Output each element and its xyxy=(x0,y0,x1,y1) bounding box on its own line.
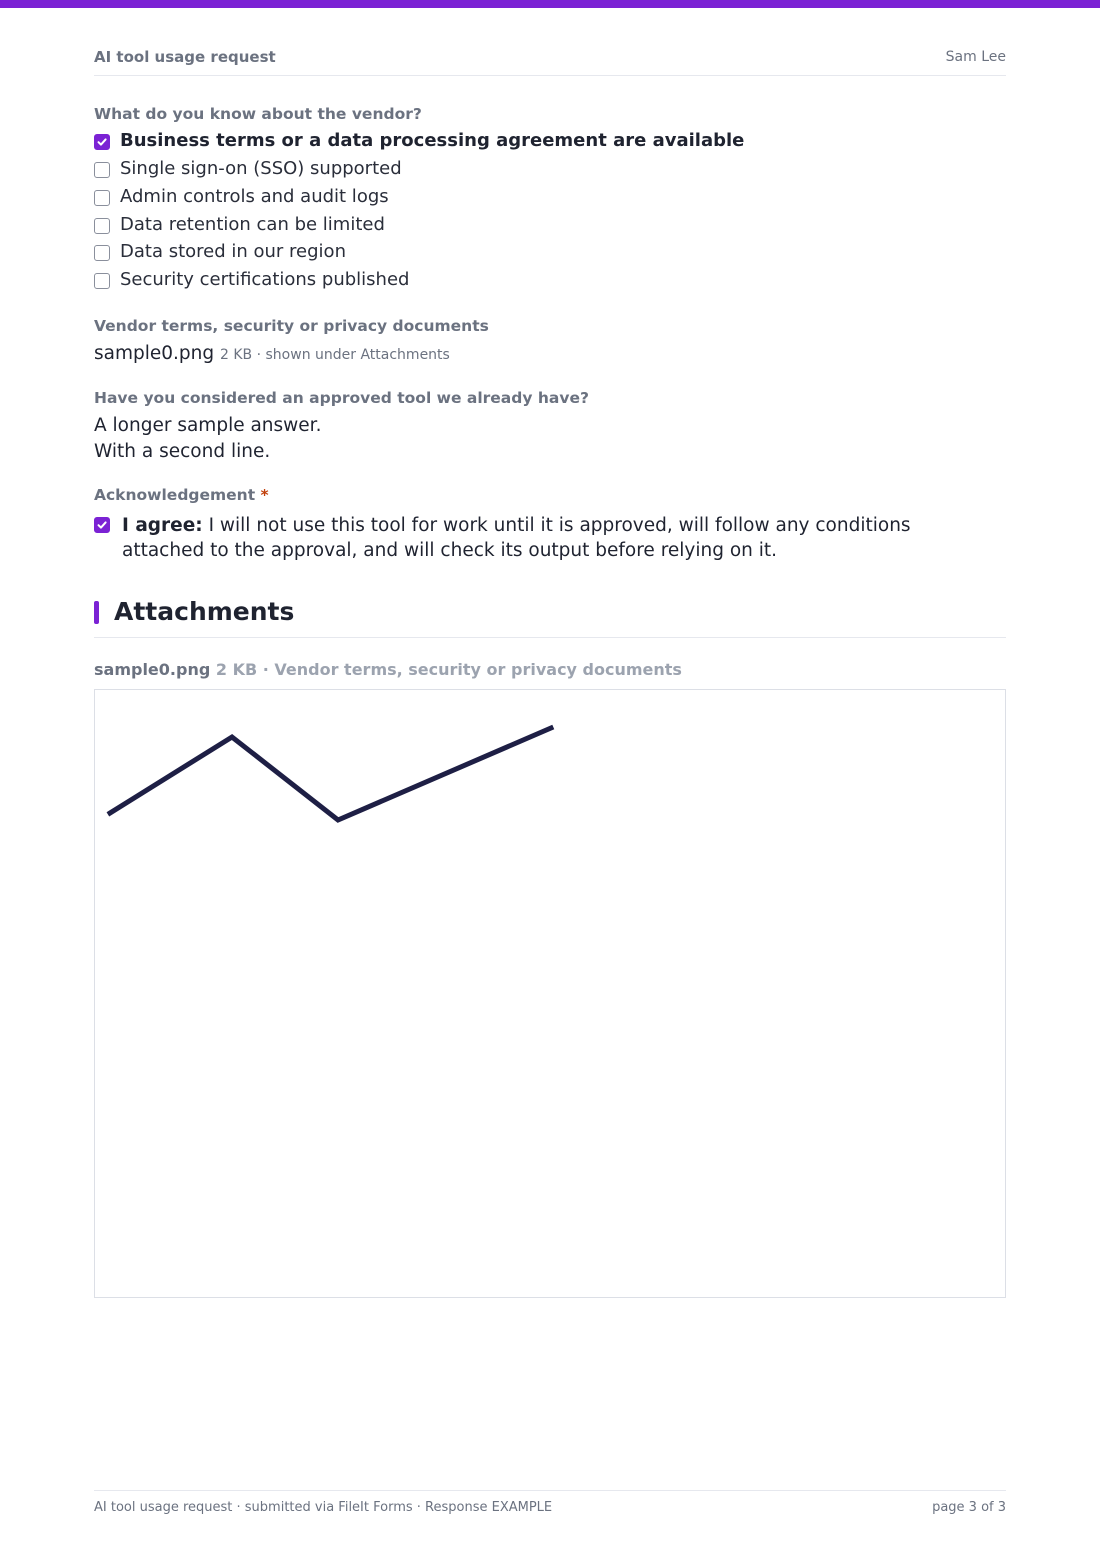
form-title: AI tool usage request xyxy=(94,48,276,66)
file-name[interactable]: sample0.png xyxy=(94,343,215,364)
attachments-section-header xyxy=(94,598,1006,638)
footer-info: AI tool usage request · submitted via FileIt Forms · Response EXAMPLE xyxy=(94,1500,553,1515)
vendor-docs-label: Vendor terms, security or privacy documents xyxy=(94,317,489,335)
acknowledgement-checkbox-checked-icon[interactable] xyxy=(94,517,110,533)
checkbox-icon[interactable] xyxy=(94,245,110,261)
approved-tool-label: Have you considered an approved tool we already have? xyxy=(94,389,589,407)
vendor-option-label: Security certifications published xyxy=(120,269,410,290)
attachment-image-frame xyxy=(94,689,1006,1298)
top-accent-bar xyxy=(0,0,1100,8)
respondent-name: Sam Lee xyxy=(945,49,1006,65)
checkbox-checked-icon[interactable] xyxy=(94,134,110,150)
vendor-option-label: Data stored in our region xyxy=(120,241,346,262)
checkbox-icon[interactable] xyxy=(94,162,110,178)
vendor-docs-file xyxy=(94,343,450,364)
attachments-heading: Attachments xyxy=(114,597,295,626)
sketch-polyline xyxy=(110,728,551,820)
page-header xyxy=(94,48,1006,76)
approved-tool-answer-line: A longer sample answer. xyxy=(94,415,322,436)
acknowledgement-text xyxy=(122,513,982,563)
vendor-question-label: What do you know about the vendor? xyxy=(94,105,422,123)
attachment-caption xyxy=(94,660,682,679)
required-mark: * xyxy=(260,486,269,504)
approved-tool-answer-line: With a second line. xyxy=(94,441,271,462)
checkbox-icon[interactable] xyxy=(94,190,110,206)
page-number: page 3 of 3 xyxy=(932,1500,1006,1515)
agree-label: I agree: xyxy=(122,515,203,536)
acknowledgement-label-text: Acknowledgement xyxy=(94,486,256,504)
agree-statement: I will not use this tool for work until it is approved, will follow any conditions attached to the approval, and will check its output before relying on it. xyxy=(122,515,911,561)
file-meta: 2 KB · shown under Attachments xyxy=(220,347,450,363)
attachment-file-meta: 2 KB · Vendor terms, security or privacy documents xyxy=(215,660,682,679)
page-footer xyxy=(94,1490,1006,1515)
attachment-file-name[interactable]: sample0.png xyxy=(94,660,211,679)
vendor-option-label: Data retention can be limited xyxy=(120,214,385,235)
section-accent-bar xyxy=(94,601,99,624)
acknowledgement-label xyxy=(94,486,269,504)
vendor-option-label: Business terms or a data processing agreement are available xyxy=(120,130,745,151)
attachment-image xyxy=(95,690,1005,1297)
vendor-option-label: Admin controls and audit logs xyxy=(120,186,389,207)
vendor-option-label: Single sign-on (SSO) supported xyxy=(120,158,402,179)
checkbox-icon[interactable] xyxy=(94,273,110,289)
checkbox-icon[interactable] xyxy=(94,218,110,234)
